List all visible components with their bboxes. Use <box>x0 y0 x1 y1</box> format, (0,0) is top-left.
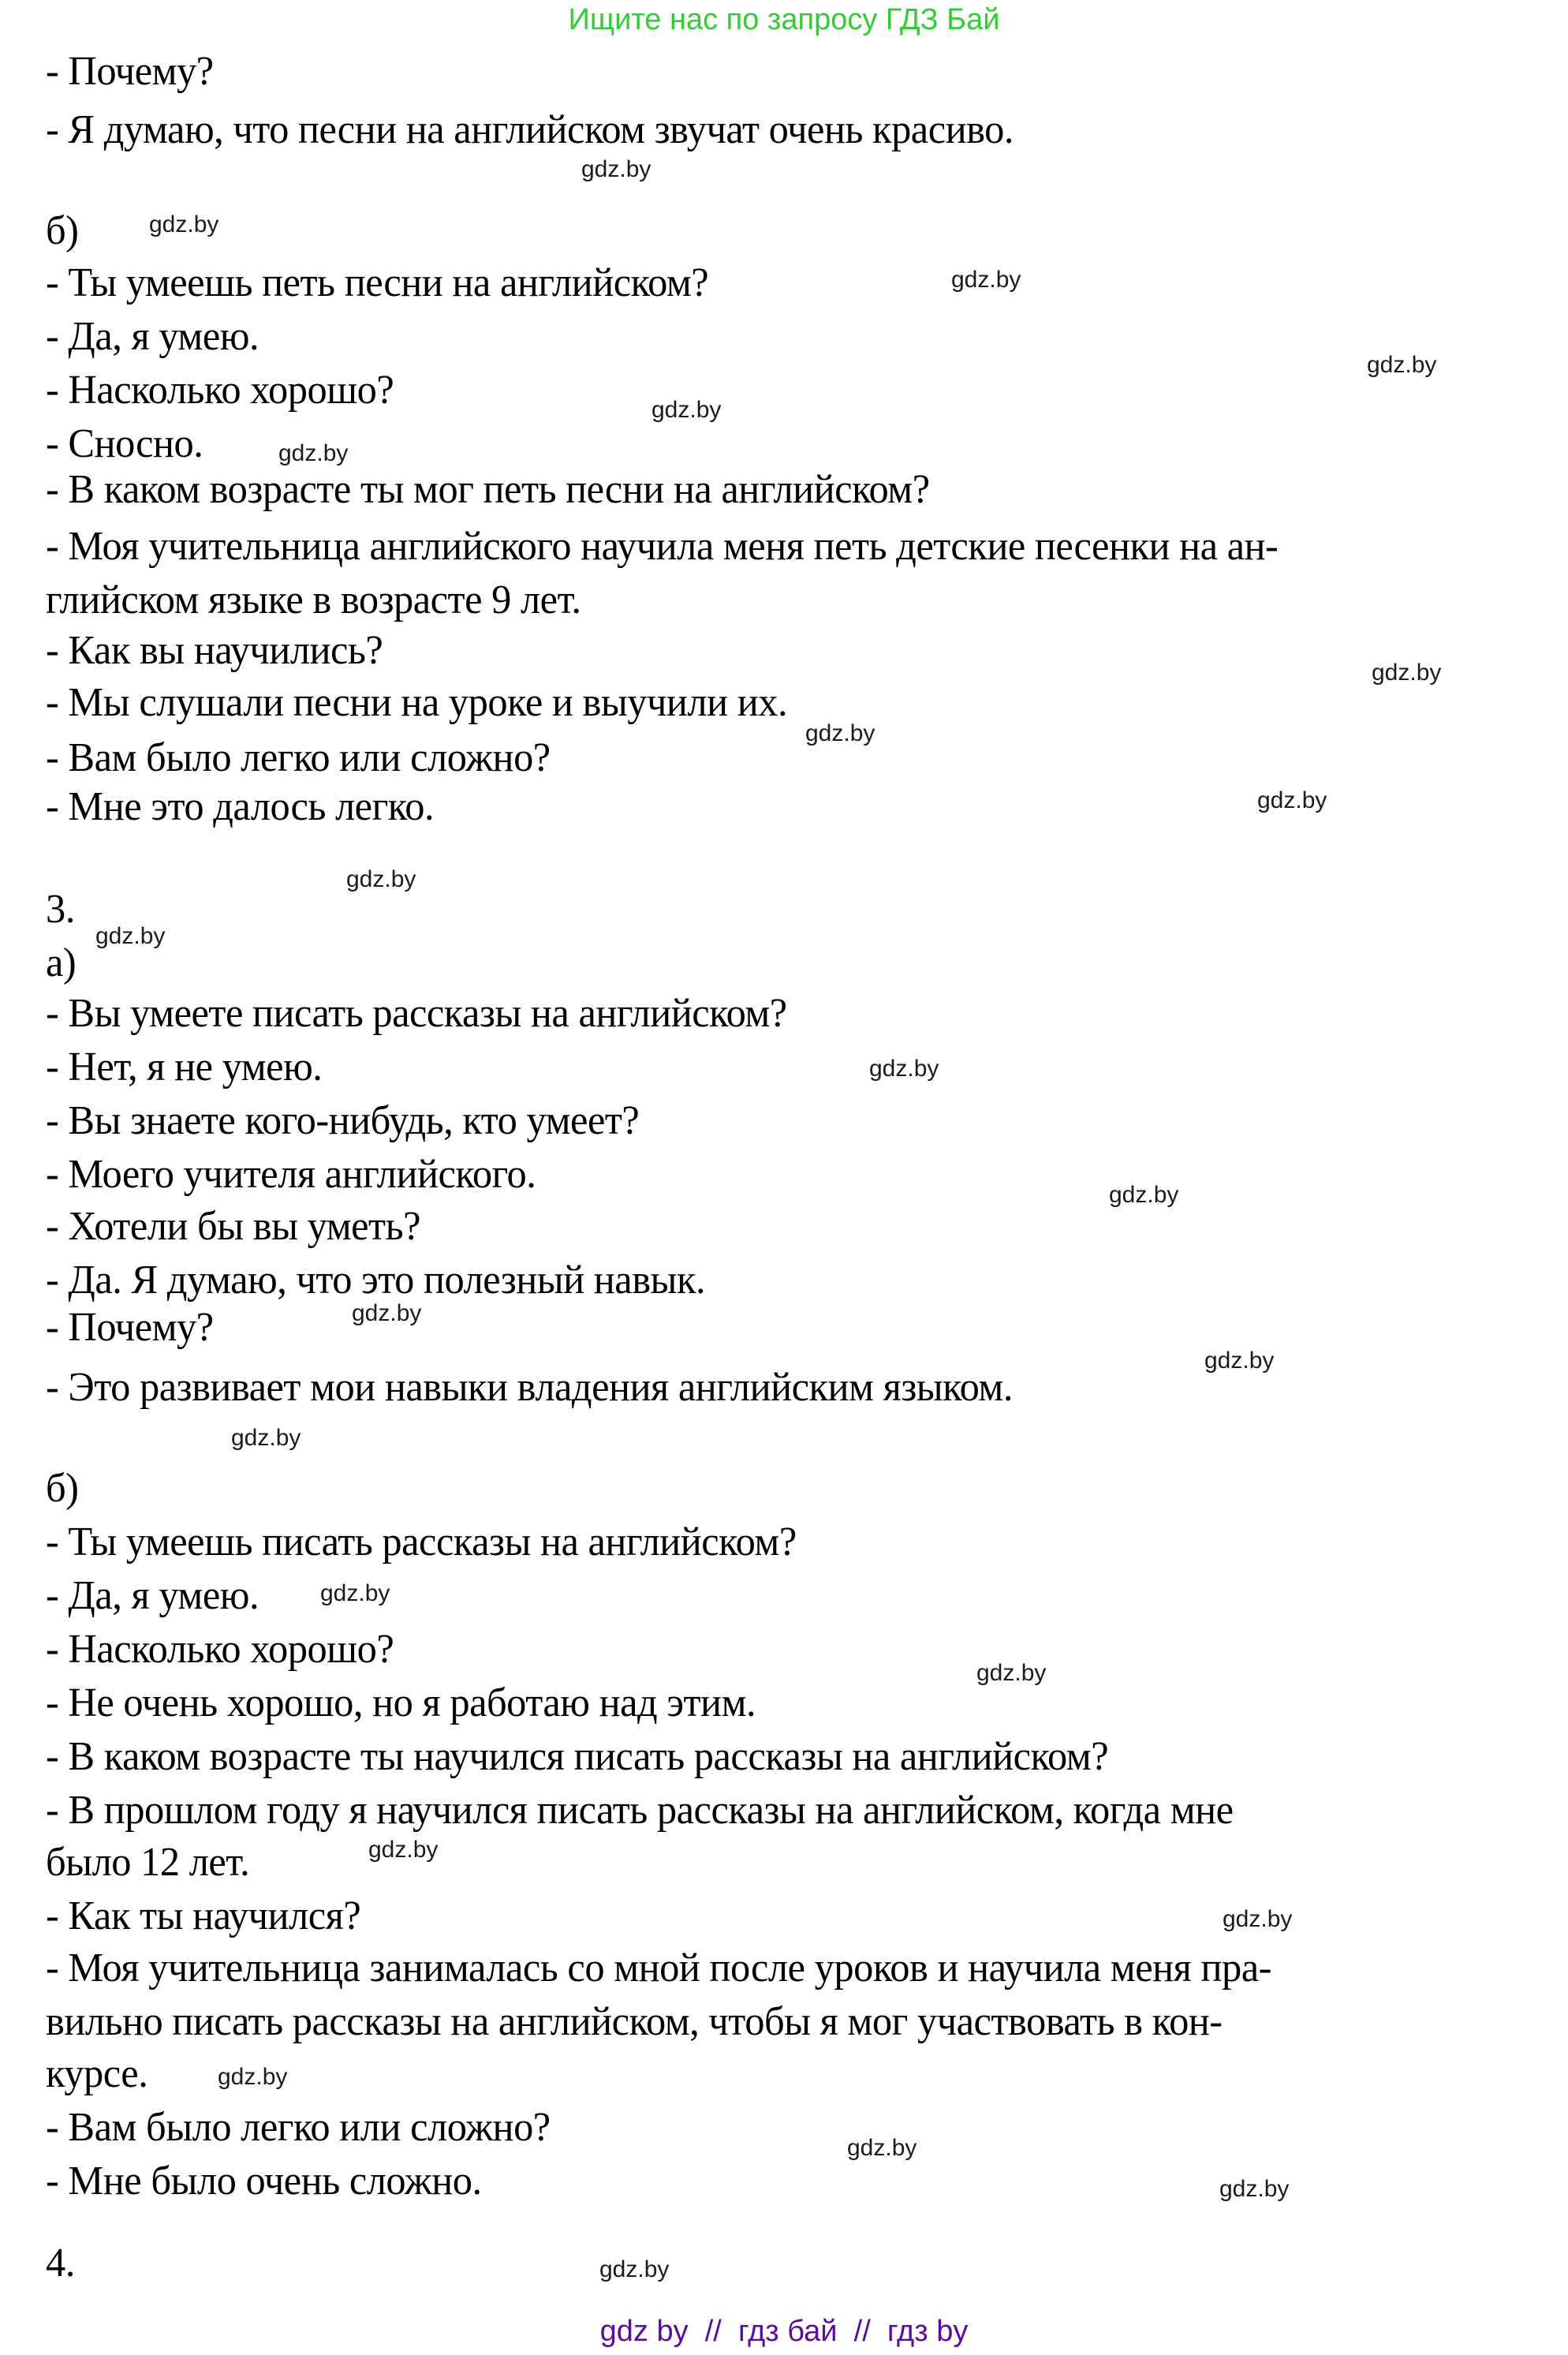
text-line: глийском языке в возрасте 9 лет. <box>46 578 581 622</box>
text-line: - Как ты научился? <box>46 1893 361 1938</box>
gdz-watermark: gdz.by <box>651 397 722 423</box>
gdz-watermark: gdz.by <box>869 1056 939 1082</box>
text-line: - Не очень хорошо, но я работаю над этим. <box>46 1680 756 1725</box>
gdz-watermark: gdz.by <box>1219 2176 1290 2202</box>
text-line: вильно писать рассказы на английском, чтобы я мог участвовать в кон- <box>46 1999 1223 2044</box>
text-line: 3. <box>46 887 75 932</box>
gdz-watermark: gdz.by <box>847 2135 917 2161</box>
text-line: - Моя учительница занималась со мной после уроков и научила меня пра- <box>46 1946 1271 1991</box>
gdz-watermark: gdz.by <box>352 1300 422 1326</box>
gdz-watermark: gdz.by <box>599 2256 670 2282</box>
footer-watermark: gdz by // гдз бай // гдз by <box>599 2315 969 2348</box>
gdz-watermark: gdz.by <box>149 211 219 237</box>
text-line: - Мне было очень сложно. <box>46 2159 482 2204</box>
text-line: - Вы умеете писать рассказы на английском? <box>46 991 787 1036</box>
text-line: - Нет, я не умею. <box>46 1045 323 1090</box>
gdz-watermark: gdz.by <box>976 1660 1047 1686</box>
gdz-watermark: gdz.by <box>231 1425 301 1451</box>
gdz-watermark: gdz.by <box>95 923 166 949</box>
text-line: - Вы знаете кого-нибудь, кто умеет? <box>46 1098 640 1143</box>
text-line: - Насколько хорошо? <box>46 1627 394 1672</box>
text-line: - Моя учительница английского научила меня петь детские песенки на ан- <box>46 524 1279 569</box>
text-line: - Насколько хорошо? <box>46 368 394 413</box>
text-line: - Почему? <box>46 49 214 94</box>
text-line: - Мы слушали песни на уроке и выучили их. <box>46 680 788 725</box>
text-line: - Да, я умею. <box>46 314 259 359</box>
gdz-watermark: gdz.by <box>1109 1182 1179 1208</box>
gdz-watermark: gdz.by <box>1204 1348 1275 1374</box>
text-line: - Да. Я думаю, что это полезный навык. <box>46 1258 706 1303</box>
text-line: - В каком возрасте ты мог петь песни на английском? <box>46 467 930 512</box>
gdz-watermark: gdz.by <box>951 267 1021 293</box>
gdz-watermark: gdz.by <box>1372 660 1442 686</box>
gdz-watermark: gdz.by <box>320 1580 390 1606</box>
text-line: - Вам было легко или сложно? <box>46 2105 551 2150</box>
text-line: а) <box>46 940 77 985</box>
text-line: курсе. <box>46 2051 148 2096</box>
text-line: - Мне это далось легко. <box>46 784 435 829</box>
gdz-watermark: gdz.by <box>581 156 651 182</box>
text-line: б) <box>46 208 79 253</box>
text-line: - Хотели бы вы уметь? <box>46 1204 421 1249</box>
gdz-watermark: gdz.by <box>1367 352 1437 378</box>
gdz-watermark: gdz.by <box>1257 787 1327 813</box>
text-line: - Вам было легко или сложно? <box>46 735 551 780</box>
text-line: - Моего учителя английского. <box>46 1152 536 1197</box>
text-line: - Да, я умею. <box>46 1573 259 1618</box>
gdz-watermark: gdz.by <box>368 1837 439 1863</box>
text-line: - Ты умеешь петь песни на английском? <box>46 260 709 305</box>
text-line: - Почему? <box>46 1305 214 1350</box>
gdz-watermark: gdz.by <box>805 720 875 746</box>
text-line: - Ты умеешь писать рассказы на английском? <box>46 1520 797 1564</box>
text-line: было 12 лет. <box>46 1840 250 1885</box>
text-line: 4. <box>46 2241 75 2286</box>
gdz-watermark: gdz.by <box>346 866 416 892</box>
gdz-watermark: gdz.by <box>1223 1906 1293 1932</box>
gdz-watermark: gdz.by <box>218 2064 288 2090</box>
text-line: - Сносно. <box>46 421 203 466</box>
text-line: б) <box>46 1466 79 1511</box>
text-line: - Как вы научились? <box>46 628 383 673</box>
text-line: - Я думаю, что песни на английском звучат очень красиво. <box>46 107 1014 152</box>
text-line: - В каком возрасте ты научился писать рассказы на английском? <box>46 1734 1109 1779</box>
promo-banner: Ищите нас по запросу ГДЗ Бай <box>568 3 1000 36</box>
text-line: - Это развивает мои навыки владения английским языком. <box>46 1365 1013 1410</box>
gdz-watermark: gdz.by <box>278 440 349 466</box>
text-line: - В прошлом году я научился писать рассказы на английском, когда мне <box>46 1788 1234 1833</box>
